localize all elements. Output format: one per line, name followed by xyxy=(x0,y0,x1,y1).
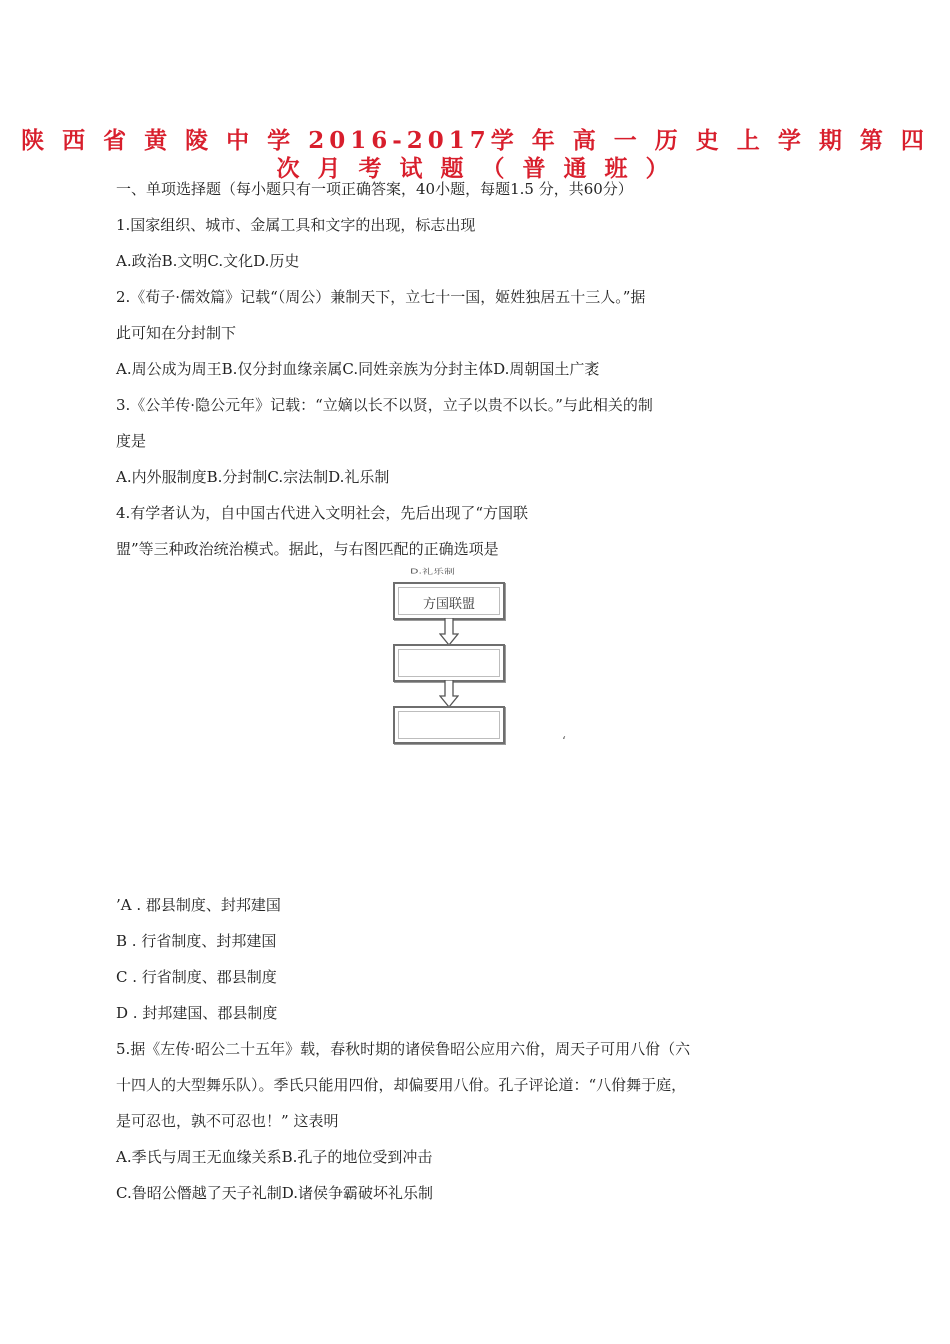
flowchart-box-2 xyxy=(393,644,505,682)
q5-options-line-1: A.季氏与周王无血缘关系B.孔子的地位受到冲击 xyxy=(116,1148,433,1166)
section-header: 一、单项选择题（每小题只有一项正确答案，40小题，每题1.5 分，共60分） xyxy=(116,180,633,198)
down-arrow-icon xyxy=(439,618,459,646)
flowchart-box-1 xyxy=(393,582,505,620)
q5-stem-line-1: 5.据《左传·昭公二十五年》载，春秋时期的诸侯鲁昭公应用六佾，周天子可用八佾（六 xyxy=(116,1040,691,1058)
q2-stem-line-2: 此可知在分封制下 xyxy=(116,324,237,342)
q2-stem-line-1: 2.《荀子·儒效篇》记载“（周公）兼制天下，立七十一国，姬姓独居五十三人。”据 xyxy=(116,288,646,306)
q2-options: A.周公成为周王B.仅分封血缘亲属C.同姓亲族为分封主体D.周朝国土广袤 xyxy=(116,360,600,378)
q4-stem-line-1: 4.有学者认为，自中国古代进入文明社会，先后出现了“方国联 xyxy=(116,504,528,522)
q4-option-a: ’A . 郡县制度、封邦建国 xyxy=(116,896,281,914)
q1-stem: 1.国家组织、城市、金属工具和文字的出现，标志出现 xyxy=(116,216,476,234)
q5-stem-line-2: 十四人的大型舞乐队）。季氏只能用四佾，却偏要用八佾。孔子评论道：“八佾舞于庭， xyxy=(116,1076,687,1094)
q5-options-line-2: C.鲁昭公僭越了天子礼制D.诸侯争霸破坏礼乐制 xyxy=(116,1184,433,1202)
title-line-1: 陕 西 省 黄 陵 中 学 2016-2017学 年 高 一 历 史 上 学 期 第 四 xyxy=(21,127,929,154)
flowchart-box-3 xyxy=(393,706,505,744)
q4-option-c: C . 行省制度、郡县制度 xyxy=(116,968,277,986)
title-line-2: 次 月 考 试 题 （ 普 通 班 ） xyxy=(276,155,674,182)
down-arrow-icon xyxy=(439,680,459,708)
q3-stem-line-1: 3.《公羊传·隐公元年》记载：“立嫡以长不以贤，立子以贵不以长。”与此相关的制 xyxy=(116,396,653,414)
q3-options: A.内外服制度B.分封制C.宗法制D.礼乐制 xyxy=(116,468,390,486)
flowchart-clipped-text: D.礼乐制 xyxy=(410,567,455,576)
q1-options: A.政治B.文明C.文化D.历史 xyxy=(116,252,300,270)
stray-mark: ‘ xyxy=(562,734,566,748)
q4-stem-line-2: 盟”等三种政治统治模式。据此，与右图匹配的正确选项是 xyxy=(116,540,499,558)
flowchart-box-1-label: 方国联盟 xyxy=(422,597,475,612)
q4-option-d: D . 封邦建国、郡县制度 xyxy=(116,1004,278,1022)
q5-stem-line-3: 是可忍也，孰不可忍也！” 这表明 xyxy=(116,1112,339,1130)
q3-stem-line-2: 度是 xyxy=(116,432,147,450)
q4-option-b: B . 行省制度、封邦建国 xyxy=(116,932,277,950)
